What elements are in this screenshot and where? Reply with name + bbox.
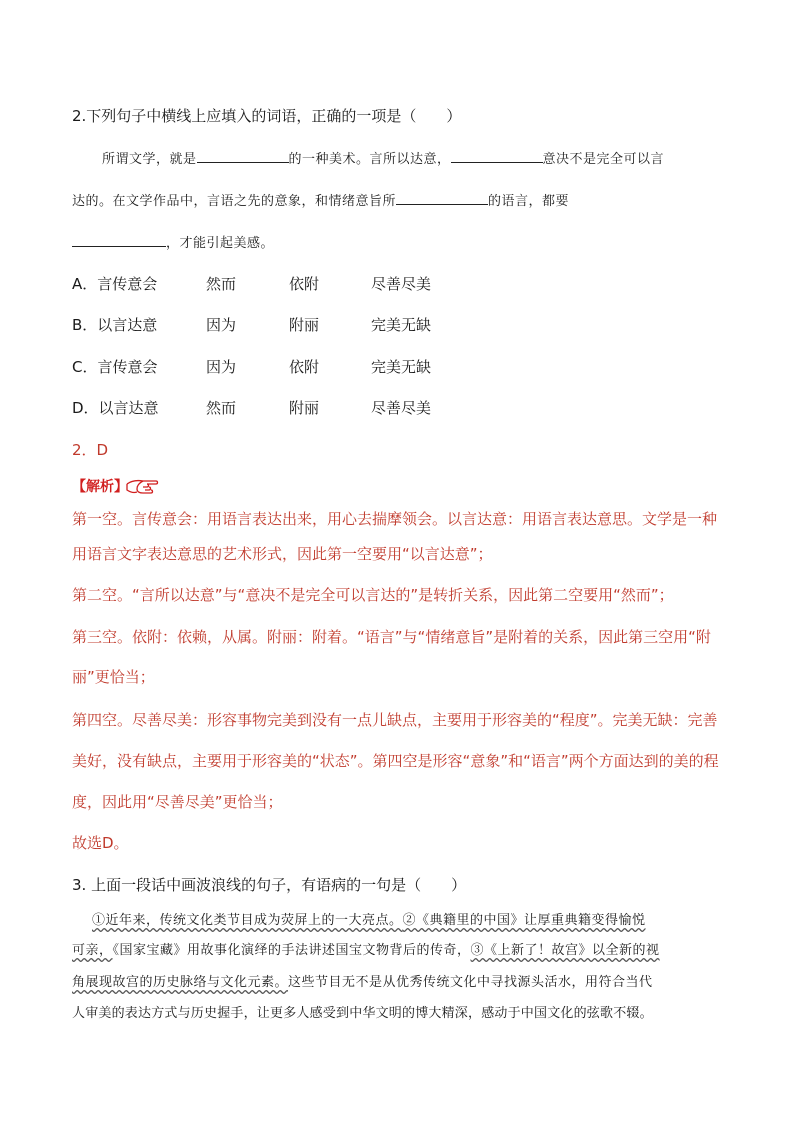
q3-passage-line-4 (72, 1004, 653, 1024)
option-d-word-3: 附丽 (289, 399, 320, 417)
option-b-word-1: B．以言达意 (72, 316, 158, 334)
option-c-word-4: 完美无缺 (371, 358, 432, 376)
analysis-label: 【解析】 (72, 479, 128, 495)
wavy-sentence-3-cont: 角展现故宫的历史脉络与文化元素。 (72, 975, 289, 990)
blank-3 (396, 190, 488, 205)
passage-line-3 (72, 232, 274, 254)
analysis-line-2: 用语言文字表达意思的艺术形式，因此第一空要用“以言达意”； (72, 545, 493, 563)
blank-2 (451, 148, 543, 163)
wavy-sentence-1: ①近年来，传统文化类节目成为荧屏上的一大亮点。 (92, 913, 403, 928)
analysis-line-1: 第一空。言传意会：用语言表达出来，用心去揣摩领会。以言达意：用语言表达意思。文学是一种 (72, 510, 718, 528)
option-d-word-4: 尽善尽美 (371, 399, 432, 417)
pointing-hand-icon (125, 475, 159, 495)
option-a-word-1: A．言传意会 (72, 275, 158, 293)
option-a-word-2: 然而 (206, 275, 237, 293)
question-2-stem: 2.下列句子中横线上应填入的词语，正确的一项是（ ） (72, 107, 462, 125)
option-d-word-2: 然而 (206, 399, 237, 417)
passage-text: 所谓文学，就是 (102, 152, 197, 167)
passage-text: 达的。在文学作品中，言语之先的意象，和情绪意旨所 (72, 194, 397, 209)
option-c-word-3: 依附 (289, 358, 320, 376)
passage-text: 意决不是完全可以言 (542, 152, 665, 167)
wavy-sentence-2: ②《典籍里的中国》让厚重典籍变得愉悦 (402, 913, 646, 928)
wavy-sentence-2-cont: 可亲， (72, 943, 113, 958)
option-d-word-1: D．以言达意 (72, 399, 159, 417)
answer-2: 2．D (72, 441, 109, 459)
analysis-line-7: 美好，没有缺点，主要用于形容美的“状态”。第四空是形容“意象”和“语言”两个方面达到的美的程 (72, 752, 719, 770)
analysis-line-4: 第三空。依附：依赖，从属。附丽：附着。“语言”与“情绪意旨”是附着的关系，因此第三空用“附 (72, 628, 711, 646)
passage-text: 《国家宝藏》用故事化演绎的手法讲述国宝文物背后的传奇， (112, 943, 471, 958)
option-c-word-1: C．言传意会 (72, 358, 158, 376)
passage-text: 人审美的表达方式与历史握手，让更多人感受到中华文明的博大精深，感动于中国文化的弦歌不辍。 (72, 1006, 653, 1021)
wavy-sentence-3: ③《上新了！故宫》以全新的视 (470, 943, 660, 958)
option-c-word-2: 因为 (206, 358, 237, 376)
analysis-line-8: 度，因此用“尽善尽美”更恰当； (72, 793, 283, 811)
passage-line-1 (102, 148, 664, 170)
analysis-line-6: 第四空。尽善尽美：形容事物完美到没有一点儿缺点，主要用于形容美的“程度”。完美无缺：完善 (72, 711, 718, 729)
passage-text: 的语言，都要 (488, 194, 570, 209)
option-a-word-4: 尽善尽美 (371, 275, 432, 293)
q3-passage-line-1 (92, 911, 646, 931)
option-a-word-3: 依附 (289, 275, 320, 293)
option-b-word-2: 因为 (206, 316, 237, 334)
analysis-line-5: 丽”更恰当； (72, 668, 155, 686)
analysis-line-9: 故选D。 (72, 834, 129, 852)
q3-passage-line-2 (72, 941, 660, 961)
option-b-word-4: 完美无缺 (371, 316, 432, 334)
q3-passage-line-3 (72, 973, 653, 993)
analysis-line-3: 第二空。“言所以达意”与“意决不是完全可以言达的”是转折关系，因此第二空要用“然而”； (72, 586, 674, 604)
question-3-stem: 3. 上面一段话中画波浪线的句子，有语病的一句是（ ） (72, 876, 467, 894)
blank-4 (72, 232, 166, 247)
passage-text: 的一种美术。言所以达意， (288, 152, 451, 167)
passage-line-2 (72, 190, 569, 212)
option-b-word-3: 附丽 (289, 316, 320, 334)
passage-text: ，才能引起美感。 (166, 236, 275, 251)
passage-text: 这些节目无不是从优秀传统文化中寻找源头活水，用符合当代 (288, 975, 653, 990)
blank-1 (197, 148, 289, 163)
